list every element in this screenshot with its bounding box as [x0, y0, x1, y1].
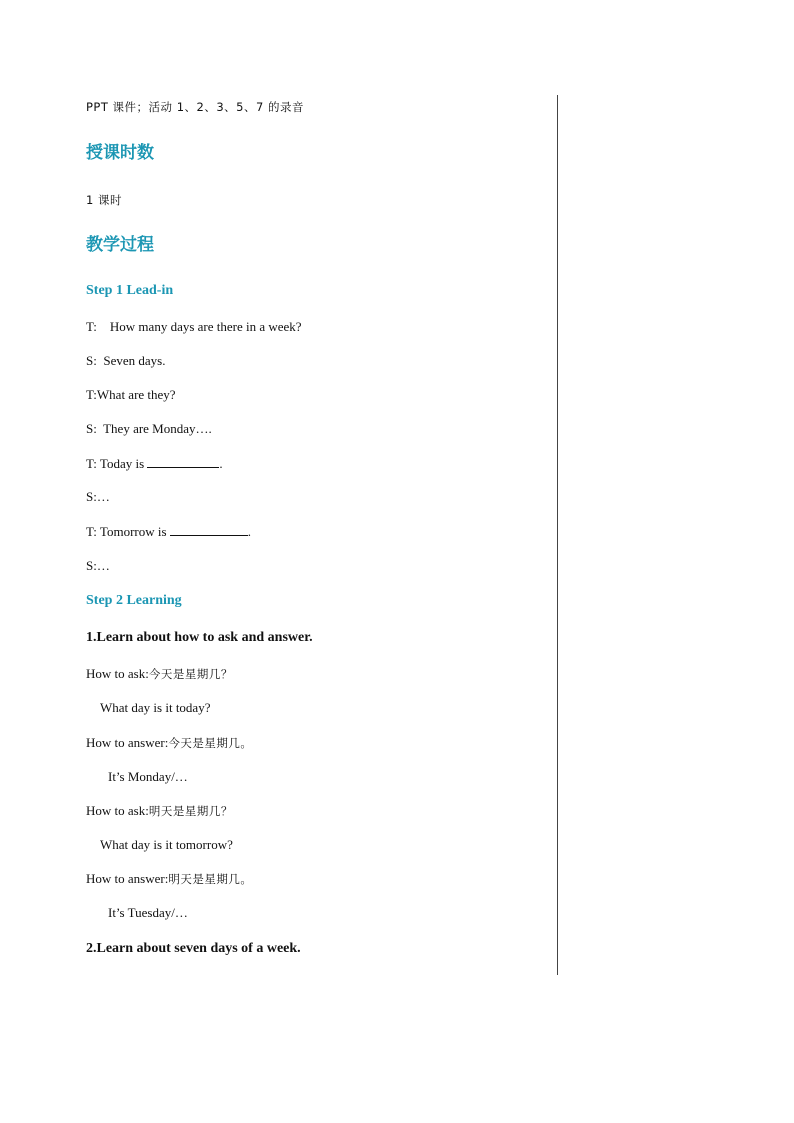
qa-chinese: 今天是星期几？: [148, 667, 233, 681]
dialogue-text: T: Tomorrow is: [86, 524, 170, 539]
qa-chinese: 明天是星期几。: [168, 872, 253, 886]
dialogue-line: S:…: [86, 489, 110, 504]
dialogue-text: .: [219, 456, 223, 471]
dialogue-text: .: [247, 524, 252, 539]
qa-line: [86, 735, 252, 751]
qa-chinese: 明天是星期几？: [148, 804, 233, 818]
qa-line: [86, 666, 233, 682]
qa-line: It’s Monday/…: [108, 769, 188, 784]
step2-item1: 1.Learn about how to ask and answer.: [86, 630, 313, 645]
qa-label: How to ask:: [86, 666, 149, 681]
qa-chinese: 今天是星期几。: [168, 736, 253, 750]
step2-item2: 2.Learn about seven days of a week.: [86, 941, 301, 956]
qa-line: It’s Tuesday/…: [108, 905, 188, 920]
dialogue-line-today: [86, 455, 223, 472]
dialogue-line: T: How many days are there in a week?: [86, 319, 302, 334]
materials-line: PPT 课件；活动 1、2、3、5、7 的录音: [86, 100, 304, 114]
dialogue-line: S:…: [86, 558, 110, 573]
dialogue-line: S: They are Monday….: [86, 421, 212, 436]
column-divider: [557, 95, 558, 975]
process-heading: 教学过程: [86, 235, 154, 255]
qa-label: How to answer:: [86, 871, 169, 886]
step1-title: Step 1 Lead-in: [86, 283, 174, 298]
qa-line: What day is it tomorrow?: [100, 837, 233, 852]
dialogue-line: T:What are they?: [86, 387, 176, 402]
qa-line: What day is it today?: [100, 700, 211, 715]
step2-title: Step 2 Learning: [86, 593, 182, 608]
dialogue-text: T: Today is: [86, 456, 148, 471]
dialogue-line-tomorrow: [86, 523, 251, 540]
dialogue-line: S: Seven days.: [86, 353, 166, 368]
hours-heading: 授课时数: [86, 143, 154, 163]
qa-label: How to ask:: [86, 803, 149, 818]
qa-line: [86, 871, 252, 887]
fill-in-blank: [147, 455, 219, 468]
fill-in-blank: [170, 523, 248, 536]
hours-text: 1 课时: [86, 193, 122, 207]
qa-line: [86, 803, 233, 819]
qa-label: How to answer:: [86, 735, 169, 750]
